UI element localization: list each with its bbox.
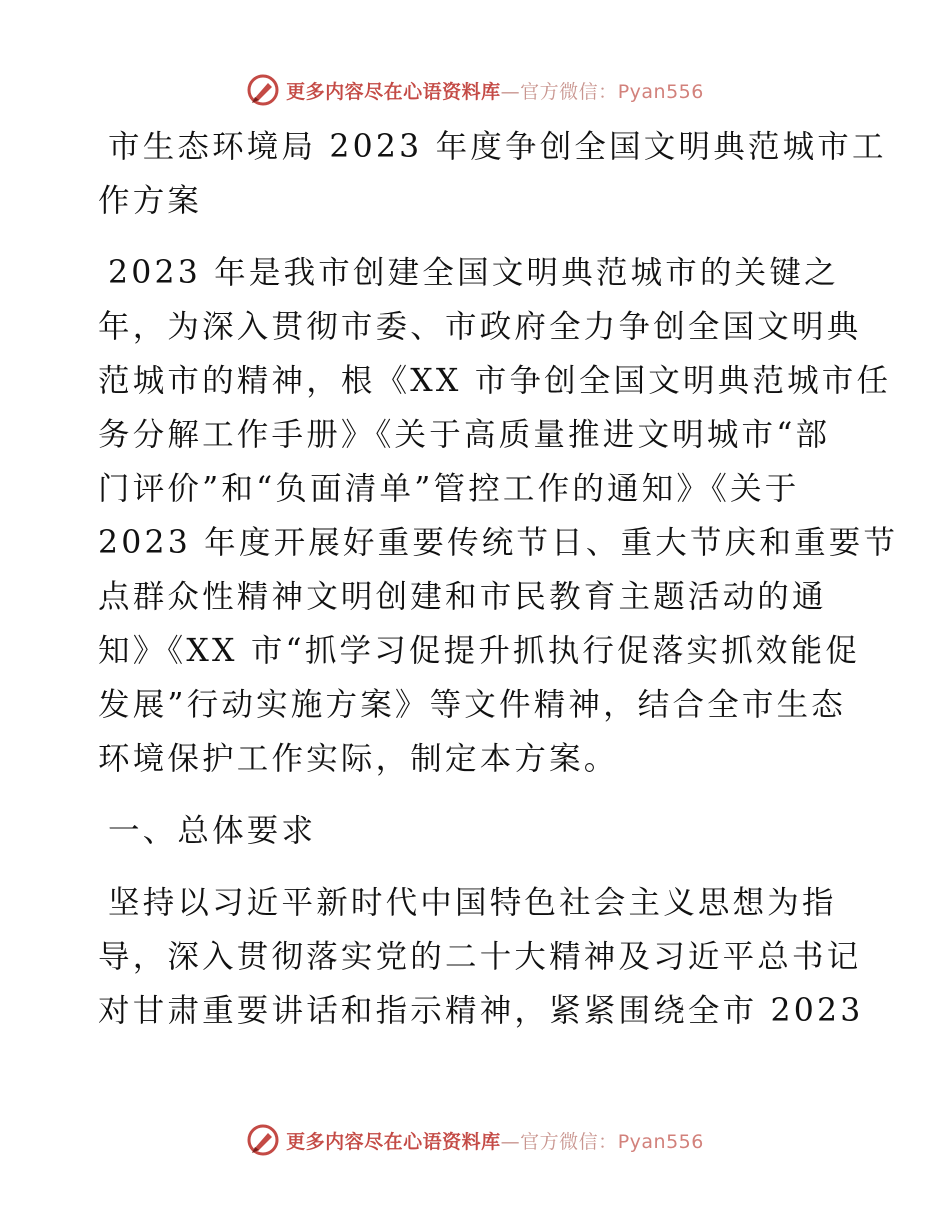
- paragraph-1-line-9: 发展”行动实施方案》等文件精神，结合全市生态: [98, 687, 847, 723]
- pen-logo-icon: [246, 1123, 280, 1157]
- paragraph-1-line-7: 点群众性精神文明创建和市民教育主题活动的通: [98, 579, 827, 615]
- paragraph-1-line-1: 2023 年是我市创建全国文明典范城市的关键之: [108, 255, 839, 291]
- paragraph-1-line-3: 范城市的精神，根《XX 市争创全国文明典范城市任: [98, 363, 892, 399]
- banner-wechat-id: Pyan556: [617, 80, 704, 103]
- banner-brand: 更多内容尽在心语资料库: [286, 80, 501, 103]
- document-body: [98, 120, 899, 1038]
- section-1-heading: 一、总体要求: [108, 813, 317, 849]
- document-title-line-2: 作方案: [98, 183, 203, 219]
- paragraph-1-line-2: 年，为深入贯彻市委、市政府全力争创全国文明典: [98, 309, 862, 345]
- banner-text: [286, 1127, 704, 1154]
- paragraph-1-line-5: 门评价”和“负面清单”管控工作的通知》《关于: [98, 471, 800, 507]
- paragraph-1-line-10: 环境保护工作实际，制定本方案。: [98, 741, 619, 777]
- header-banner: [0, 70, 950, 110]
- paragraph-2-line-2: 导，深入贯彻落实党的二十大精神及习近平总书记: [98, 939, 862, 975]
- pen-logo-icon: [246, 73, 280, 107]
- banner-label: 官方微信：: [520, 1130, 618, 1153]
- document-title-line-1: 市生态环境局 2023 年度争创全国文明典范城市工: [108, 129, 887, 165]
- banner-text: [286, 77, 704, 104]
- footer-banner: [0, 1120, 950, 1160]
- banner-wechat-id: Pyan556: [617, 1130, 704, 1153]
- paragraph-2-line-1: 坚持以习近平新时代中国特色社会主义思想为指: [108, 885, 837, 921]
- banner-dash: —: [500, 80, 521, 103]
- banner-brand: 更多内容尽在心语资料库: [286, 1130, 501, 1153]
- banner-label: 官方微信：: [520, 80, 618, 103]
- paragraph-2-line-3: 对甘肃重要讲话和指示精神，紧紧围绕全市 2023: [98, 993, 864, 1029]
- paragraph-1-line-6: 2023 年度开展好重要传统节日、重大节庆和重要节: [98, 525, 899, 561]
- banner-dash: —: [500, 1130, 521, 1153]
- paragraph-1-line-8: 知》《XX 市“抓学习促提升抓执行促落实抓效能促: [98, 633, 861, 669]
- paragraph-1-line-4: 务分解工作手册》《关于高质量推进文明城市“部: [98, 417, 831, 453]
